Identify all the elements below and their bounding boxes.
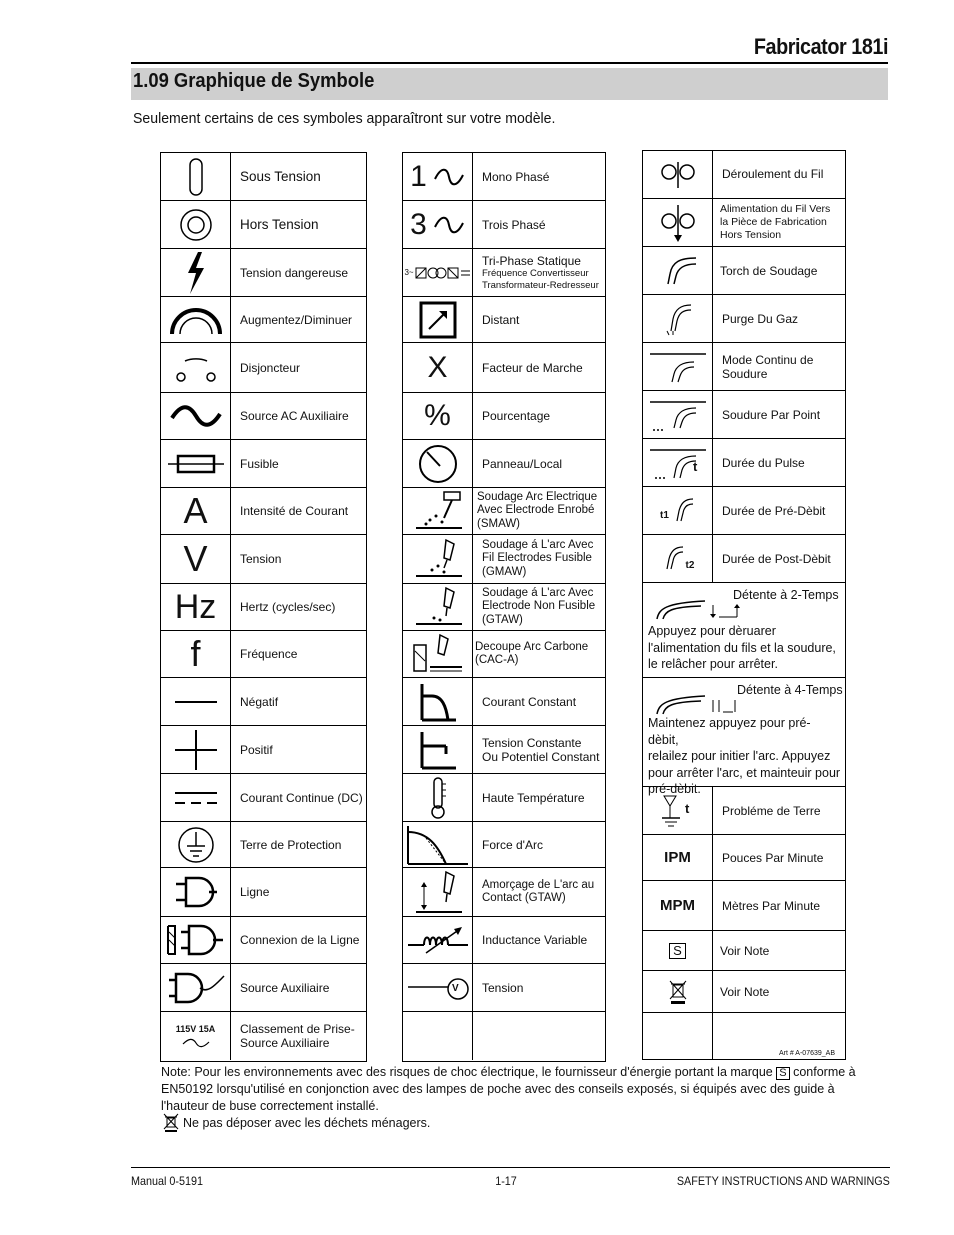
symbol-row xyxy=(161,535,366,584)
positive-icon xyxy=(161,726,231,773)
s-mark-inline: S xyxy=(776,1067,789,1080)
symbol-label: Soudage á L'arc Avec Electrode Non Fusible (GTAW) xyxy=(482,586,596,626)
constant-current-icon xyxy=(403,678,473,725)
symbol-row xyxy=(161,297,366,343)
remote-icon xyxy=(403,297,473,342)
s-mark-box: S xyxy=(669,943,686,959)
art-reference: Art # A-07639_AB xyxy=(778,1050,835,1057)
symbol-row xyxy=(161,249,366,297)
brand-title: Fabricator 181i xyxy=(753,34,888,59)
symbol-label: Facteur de Marche xyxy=(482,360,583,375)
symbol-label: Augmentez/Diminuer xyxy=(240,312,353,327)
pulse-duration-icon xyxy=(643,439,713,486)
symbol-label: Pourcentage xyxy=(482,409,551,423)
lightning-icon xyxy=(161,249,231,296)
static-three-phase-icon xyxy=(403,249,473,296)
panel-local-icon xyxy=(403,440,473,487)
note-text-2: conforme à EN50192 lorsqu'utilisé en conjonction avec des lampes de poche avec des conseils exposés, si équipés avec des guide à l'hauteur de buse correctement installé. xyxy=(161,1065,856,1113)
symbol-row xyxy=(403,297,605,343)
symbol-row xyxy=(643,971,845,1013)
symbol-label-main: Tri-Phase Statique xyxy=(482,253,581,268)
line-connection-icon xyxy=(161,917,231,963)
percent-icon: % xyxy=(403,393,473,439)
symbol-row xyxy=(643,247,845,295)
symbol-label: Mètres Par Minute xyxy=(722,898,821,913)
symbol-label: Trois Phasé xyxy=(482,217,546,232)
symbol-label: Purge Du Gaz xyxy=(722,311,799,326)
symbol-label: Mode Continu de Soudure xyxy=(722,352,814,381)
symbol-label: Ligne xyxy=(240,885,270,899)
trigger-2t-cell xyxy=(643,583,845,677)
ampere-icon: A xyxy=(161,488,231,534)
pulse-t-label: t xyxy=(693,459,698,474)
symbol-label: Fusible xyxy=(240,456,279,471)
gtaw-icon xyxy=(403,584,473,630)
symbol-label: Durée du Pulse xyxy=(722,455,805,470)
symbol-row xyxy=(643,931,845,971)
waste-note-text: Ne pas déposer avec les déchets ménagers. xyxy=(183,1116,431,1130)
post-flow-icon xyxy=(643,535,713,582)
symbol-row xyxy=(643,1013,845,1059)
symbol-label: Tension xyxy=(482,980,524,995)
symbol-row xyxy=(403,726,605,774)
symbol-label: Voir Note xyxy=(720,984,770,999)
symbol-row xyxy=(403,393,605,440)
symbol-label: Inductance Variable xyxy=(482,933,588,947)
symbol-label: Torch de Soudage xyxy=(720,263,818,278)
symbol-label: Tension xyxy=(240,552,282,566)
symbol-row xyxy=(403,488,605,535)
footer-section: SAFETY INSTRUCTIONS AND WARNINGS xyxy=(677,1174,891,1188)
symbol-row xyxy=(643,295,845,343)
symbol-row xyxy=(643,535,845,583)
symbol-row xyxy=(643,439,845,487)
on-icon xyxy=(161,153,231,200)
symbol-row xyxy=(403,249,605,297)
symbol-row xyxy=(403,678,605,726)
welding-torch-icon xyxy=(643,247,713,294)
static-label: 3~ xyxy=(404,268,414,277)
voltmeter-icon xyxy=(403,964,473,1011)
trigger-4t-cell xyxy=(643,678,845,796)
symbol-row xyxy=(403,440,605,488)
section-title: 1.09 Graphique de Symbole xyxy=(133,70,375,92)
symbol-row xyxy=(643,835,845,881)
symbol-label: Haute Température xyxy=(482,790,585,805)
symbol-label: Disjoncteur xyxy=(240,360,301,375)
symbol-row xyxy=(403,535,605,584)
symbol-row xyxy=(403,343,605,393)
voltmeter-letter: V xyxy=(452,983,459,994)
negative-icon xyxy=(161,678,231,725)
symbol-row xyxy=(403,631,605,678)
torch-trigger-icon xyxy=(653,595,743,621)
continuous-mode-icon xyxy=(643,343,713,390)
symbol-label: Hertz (cycles/sec) xyxy=(240,600,336,614)
constant-voltage-icon xyxy=(403,726,473,773)
trigger-2t-title: Détente à 2-Temps xyxy=(733,588,839,602)
symbol-label: Source Auxiliaire xyxy=(240,980,330,995)
symbol-row xyxy=(643,881,845,931)
protective-earth-icon xyxy=(161,822,231,867)
lift-arc-icon xyxy=(403,868,473,916)
symbol-label: Sous Tension xyxy=(240,168,321,184)
symbol-label: Soudage Arc Electrique Avec Electrode Enrobé (SMAW) xyxy=(477,490,598,530)
symbol-row xyxy=(161,868,366,917)
symbol-label: Tension dangereuse xyxy=(240,265,349,280)
ground-fault-t: t xyxy=(685,801,690,816)
symbol-row xyxy=(161,488,366,535)
symbol-row xyxy=(643,391,845,439)
symbol-row xyxy=(161,343,366,393)
increase-decrease-icon xyxy=(161,297,231,342)
dc-icon xyxy=(161,774,231,821)
symbol-row xyxy=(161,678,366,726)
symbol-label: Decoupe Arc Carbone (CAC-A) xyxy=(475,640,589,666)
symbol-label: Source AC Auxiliaire xyxy=(240,409,349,423)
symbol-label: Courant Constant xyxy=(482,694,577,709)
s-mark-icon xyxy=(643,931,713,970)
symbol-label: Voir Note xyxy=(720,943,770,958)
three-phase-icon xyxy=(403,201,473,248)
symbol-row xyxy=(403,201,605,249)
post-flow-label: t2 xyxy=(685,560,695,571)
phase-number: 1 xyxy=(410,159,427,193)
symbol-row xyxy=(161,964,366,1012)
symbol-label: Courant Continue (DC) xyxy=(240,790,363,805)
symbol-label: Fréquence xyxy=(240,647,298,661)
cold-wire-feed-icon xyxy=(643,199,713,246)
symbol-row xyxy=(161,201,366,249)
symbol-label: Hors Tension xyxy=(240,216,319,232)
symbol-label: Terre de Protection xyxy=(240,837,342,852)
variable-inductance-icon xyxy=(403,917,473,963)
symbol-row xyxy=(403,964,605,1012)
symbol-row xyxy=(161,822,366,868)
trigger-4t-text: Maintenez appuyez pour pré-dèbit, relailez pour initier l'arc. Appuyez pour arrêter l'arc, et mainteuir pour pré-dèbit. xyxy=(648,716,841,796)
symbol-label: Connexion de la Ligne xyxy=(240,933,360,947)
symbol-label: Probléme de Terre xyxy=(722,803,821,818)
trigger-4t-title: Détente à 4-Temps xyxy=(737,683,843,697)
symbol-row xyxy=(161,917,366,964)
note-text-1: Note: Pour les environnements avec des risques de choc électrique, le fournisseur d'énergie portant la marque xyxy=(161,1065,773,1079)
symbol-row xyxy=(643,151,845,199)
symbol-label: Déroulement du Fil xyxy=(722,167,824,181)
symbol-row xyxy=(161,774,366,822)
symbol-label: Soudage á L'arc Avec Fil Electrodes Fusible (GMAW) xyxy=(482,538,594,578)
symbol-label: Alimentation du Fil Vers la Pièce de Fabrication Hors Tension xyxy=(720,203,831,241)
plug-icon xyxy=(161,868,231,916)
symbol-label: Durée de Pré-Dèbit xyxy=(722,503,826,518)
waste-note xyxy=(163,1113,430,1133)
torch-trigger-icon xyxy=(653,690,743,716)
symbol-row xyxy=(161,440,366,488)
voltage-icon: V xyxy=(161,535,231,583)
symbol-label: Soudure Par Point xyxy=(722,407,821,422)
carbon-arc-icon xyxy=(403,631,473,677)
symbol-label xyxy=(482,1012,603,1060)
empty-symbol-cell xyxy=(643,1013,713,1059)
phase-number: 3 xyxy=(410,207,427,241)
footer-manual: Manual 0-5191 xyxy=(131,1174,204,1188)
symbol-row xyxy=(161,393,366,440)
single-phase-icon xyxy=(403,153,473,200)
symbol-row xyxy=(403,774,605,822)
auxiliary-source-icon xyxy=(161,964,231,1011)
spot-weld-icon xyxy=(643,391,713,438)
ac-wave-icon xyxy=(161,393,231,439)
trigger-2t-text: Appuyez pour dèruarer l'alimentation du fils et la soudure, le relâcher pour arrêter. xyxy=(648,624,836,671)
trigger-4t-row xyxy=(643,678,845,796)
trigger-2t-row xyxy=(643,583,845,678)
symbol-row xyxy=(403,917,605,964)
circuit-breaker-icon xyxy=(161,343,231,392)
symbol-label xyxy=(482,249,603,296)
symbol-label: Amorçage de L'arc au Contact (GTAW) xyxy=(482,878,595,904)
pre-flow-label: t1 xyxy=(660,510,669,521)
intro-text: Seulement certains de ces symboles apparaîtront sur votre modèle. xyxy=(133,110,556,127)
symbol-row xyxy=(161,153,366,201)
symbol-row xyxy=(403,1012,605,1060)
ground-fault-icon xyxy=(643,787,713,834)
symbol-row xyxy=(643,787,845,835)
symbol-column-3 xyxy=(642,150,846,1060)
symbol-row xyxy=(643,343,845,391)
symbol-label-sub: Fréquence Convertisseur Transformateur-Redresseur xyxy=(482,267,599,291)
pre-flow-icon xyxy=(643,487,713,534)
symbol-column-2 xyxy=(402,152,606,1062)
symbol-label: Mono Phasé xyxy=(482,169,550,184)
gmaw-icon xyxy=(403,535,473,583)
symbol-row xyxy=(161,726,366,774)
receptacle-rating-icon xyxy=(161,1012,231,1060)
symbol-label: Intensité de Courant xyxy=(240,504,349,518)
mpm-icon: MPM xyxy=(643,881,713,930)
symbol-label: Pouces Par Minute xyxy=(722,850,824,865)
thermometer-icon xyxy=(403,774,473,821)
off-icon xyxy=(161,201,231,248)
wire-feed-icon xyxy=(643,151,713,198)
rating-text: 115V 15A xyxy=(175,1024,216,1034)
frequency-icon: f xyxy=(161,631,231,677)
duty-cycle-icon: X xyxy=(403,343,473,392)
symbol-row xyxy=(403,822,605,868)
empty-symbol-cell xyxy=(403,1012,473,1060)
symbol-label: Négatif xyxy=(240,694,279,709)
footer-page: 1-17 xyxy=(495,1174,517,1188)
gas-purge-icon xyxy=(643,295,713,342)
symbol-label: Force d'Arc xyxy=(482,837,543,852)
symbol-label: Durée de Post-Dèbit xyxy=(722,551,831,566)
hertz-icon: Hz xyxy=(161,584,231,630)
note-paragraph xyxy=(161,1064,861,1115)
symbol-label: Tension Constante Ou Potentiel Constant xyxy=(482,735,600,764)
symbol-row xyxy=(161,631,366,678)
symbol-row xyxy=(403,868,605,917)
weee-bin-icon xyxy=(163,1113,179,1133)
symbol-row xyxy=(161,1012,366,1060)
symbol-label: Classement de Prise- Source Auxiliaire xyxy=(240,1022,355,1050)
footer-rule xyxy=(131,1167,890,1168)
symbol-label: Positif xyxy=(240,742,273,757)
ipm-icon: IPM xyxy=(643,835,713,880)
symbol-label: Panneau/Local xyxy=(482,456,563,471)
smaw-icon xyxy=(403,488,473,534)
brand-rule xyxy=(131,62,888,64)
symbol-row xyxy=(403,584,605,631)
fuse-icon xyxy=(161,440,231,487)
symbol-column-1 xyxy=(160,152,367,1062)
symbol-row xyxy=(161,584,366,631)
symbol-label: Distant xyxy=(482,312,520,327)
arc-force-icon xyxy=(403,822,473,867)
symbol-row xyxy=(643,199,845,247)
weee-bin-icon xyxy=(643,971,713,1012)
symbol-row xyxy=(643,487,845,535)
symbol-row xyxy=(403,153,605,201)
